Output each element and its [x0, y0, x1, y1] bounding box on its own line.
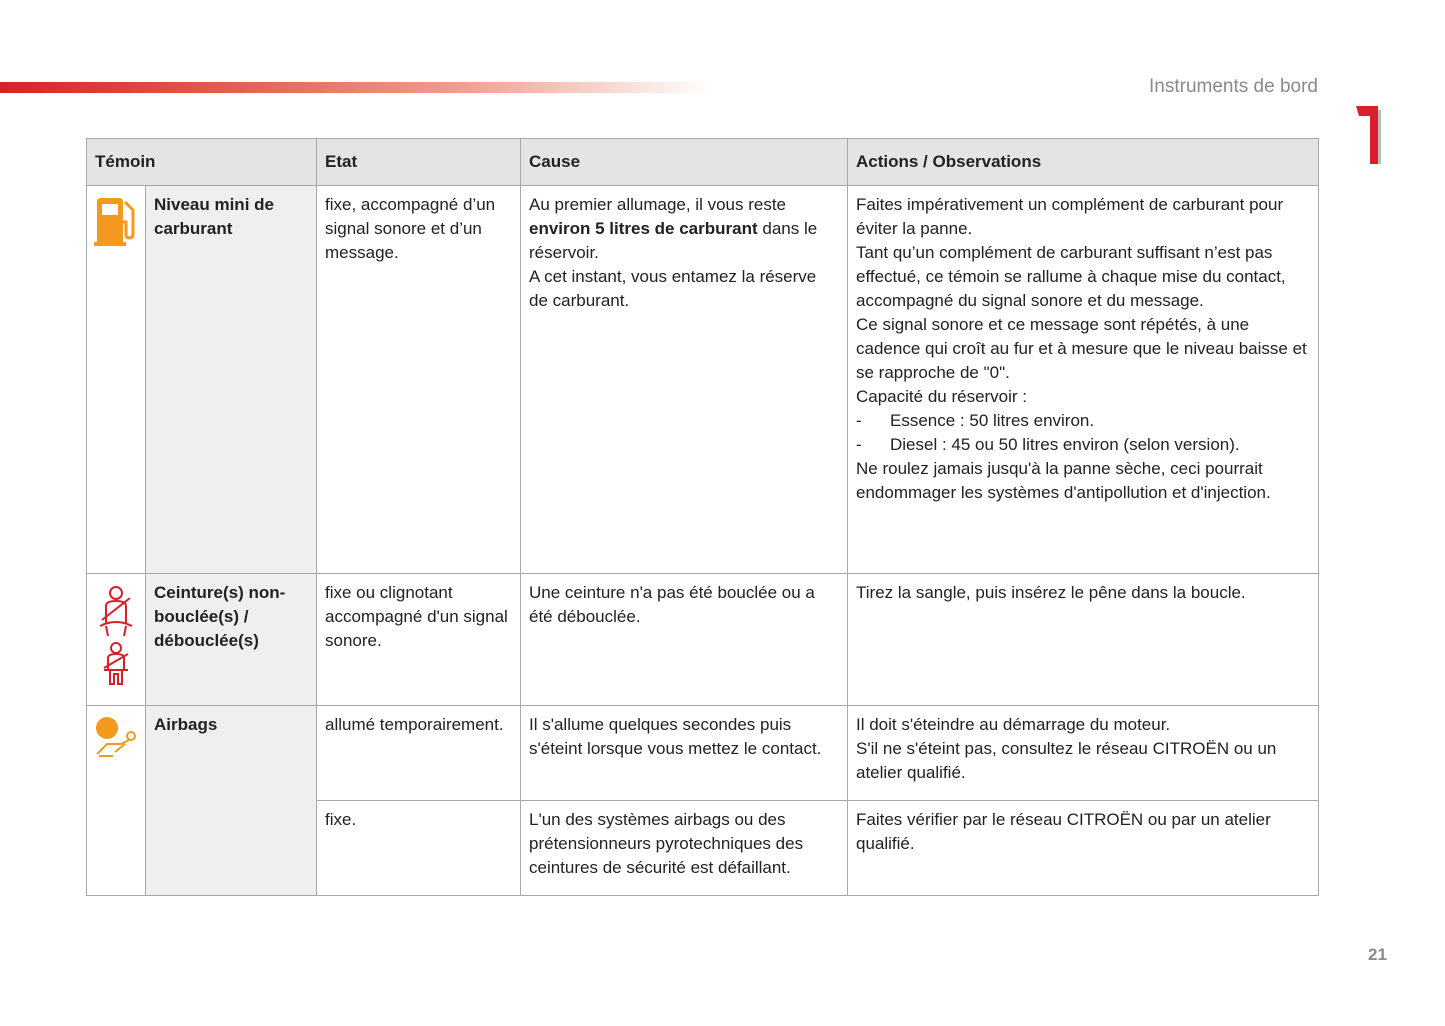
header-temoin: Témoin [87, 139, 317, 186]
row-actions: Tirez la sangle, puis insérez le pêne dans la boucle. [848, 574, 1319, 706]
row-cause: L'un des systèmes airbags ou des prétensionneurs pyrotechniques des ceintures de sécurité est défaillant. [521, 801, 848, 896]
row-etat: fixe. [317, 801, 521, 896]
fuel-pump-icon [87, 186, 146, 574]
table-header-row [87, 139, 1319, 186]
row-name: Ceinture(s) non-bouclée(s) / débouclée(s) [146, 574, 317, 706]
seatbelt-icon [87, 574, 146, 706]
row-etat: fixe ou clignotant accompagné d'un signal sonore. [317, 574, 521, 706]
row-actions: Faites vérifier par le réseau CITROËN ou par un atelier qualifié. [848, 801, 1319, 896]
header-actions: Actions / Observations [848, 139, 1319, 186]
row-cause: Au premier allumage, il vous reste environ 5 litres de carburant dans le réservoir. A cet instant, vous entamez la réserve de carburant. [521, 186, 848, 574]
row-cause: Une ceinture n'a pas été bouclée ou a été débouclée. [521, 574, 848, 706]
chapter-marker [1356, 106, 1382, 164]
header-cause: Cause [521, 139, 848, 186]
header-etat: Etat [317, 139, 521, 186]
table-row [87, 706, 1319, 801]
header-gradient-bar [0, 82, 710, 93]
row-name: Niveau mini de carburant [146, 186, 317, 574]
section-title: Instruments de bord [1149, 76, 1318, 97]
row-actions: Il doit s'éteindre au démarrage du moteur. S'il ne s'éteint pas, consultez le réseau CITROËN ou un atelier qualifié. [848, 706, 1319, 801]
row-etat: fixe, accompagné d’un signal sonore et d’un message. [317, 186, 521, 574]
page-number: 21 [1368, 945, 1387, 964]
warning-lights-table [86, 138, 1319, 896]
row-etat: allumé temporairement. [317, 706, 521, 801]
table-row [87, 186, 1319, 574]
airbag-icon [87, 706, 146, 896]
table-row [87, 574, 1319, 706]
row-actions: Faites impérativement un complément de carburant pour éviter la panne. Tant qu’un complément de carburant suffisant n’est pas effectué, ce témoin se rallume à chaque mise du contact, accompagné du signal sonore et du message. Ce signal sonore et ce message sont répétés, à une cadence qui croît au fur et à mesure que le niveau baisse et se rapproche de "0". Capacité du réservoir : - Essence : 50 litres environ. - Diesel : 45 ou 50 litres environ (selon version). Ne roulez jamais jusqu'à la panne sèche, ceci pourrait endommager les systèmes d'antipollution et d'injection. [848, 186, 1319, 574]
row-name: Airbags [146, 706, 317, 896]
row-cause: Il s'allume quelques secondes puis s'éteint lorsque vous mettez le contact. [521, 706, 848, 801]
